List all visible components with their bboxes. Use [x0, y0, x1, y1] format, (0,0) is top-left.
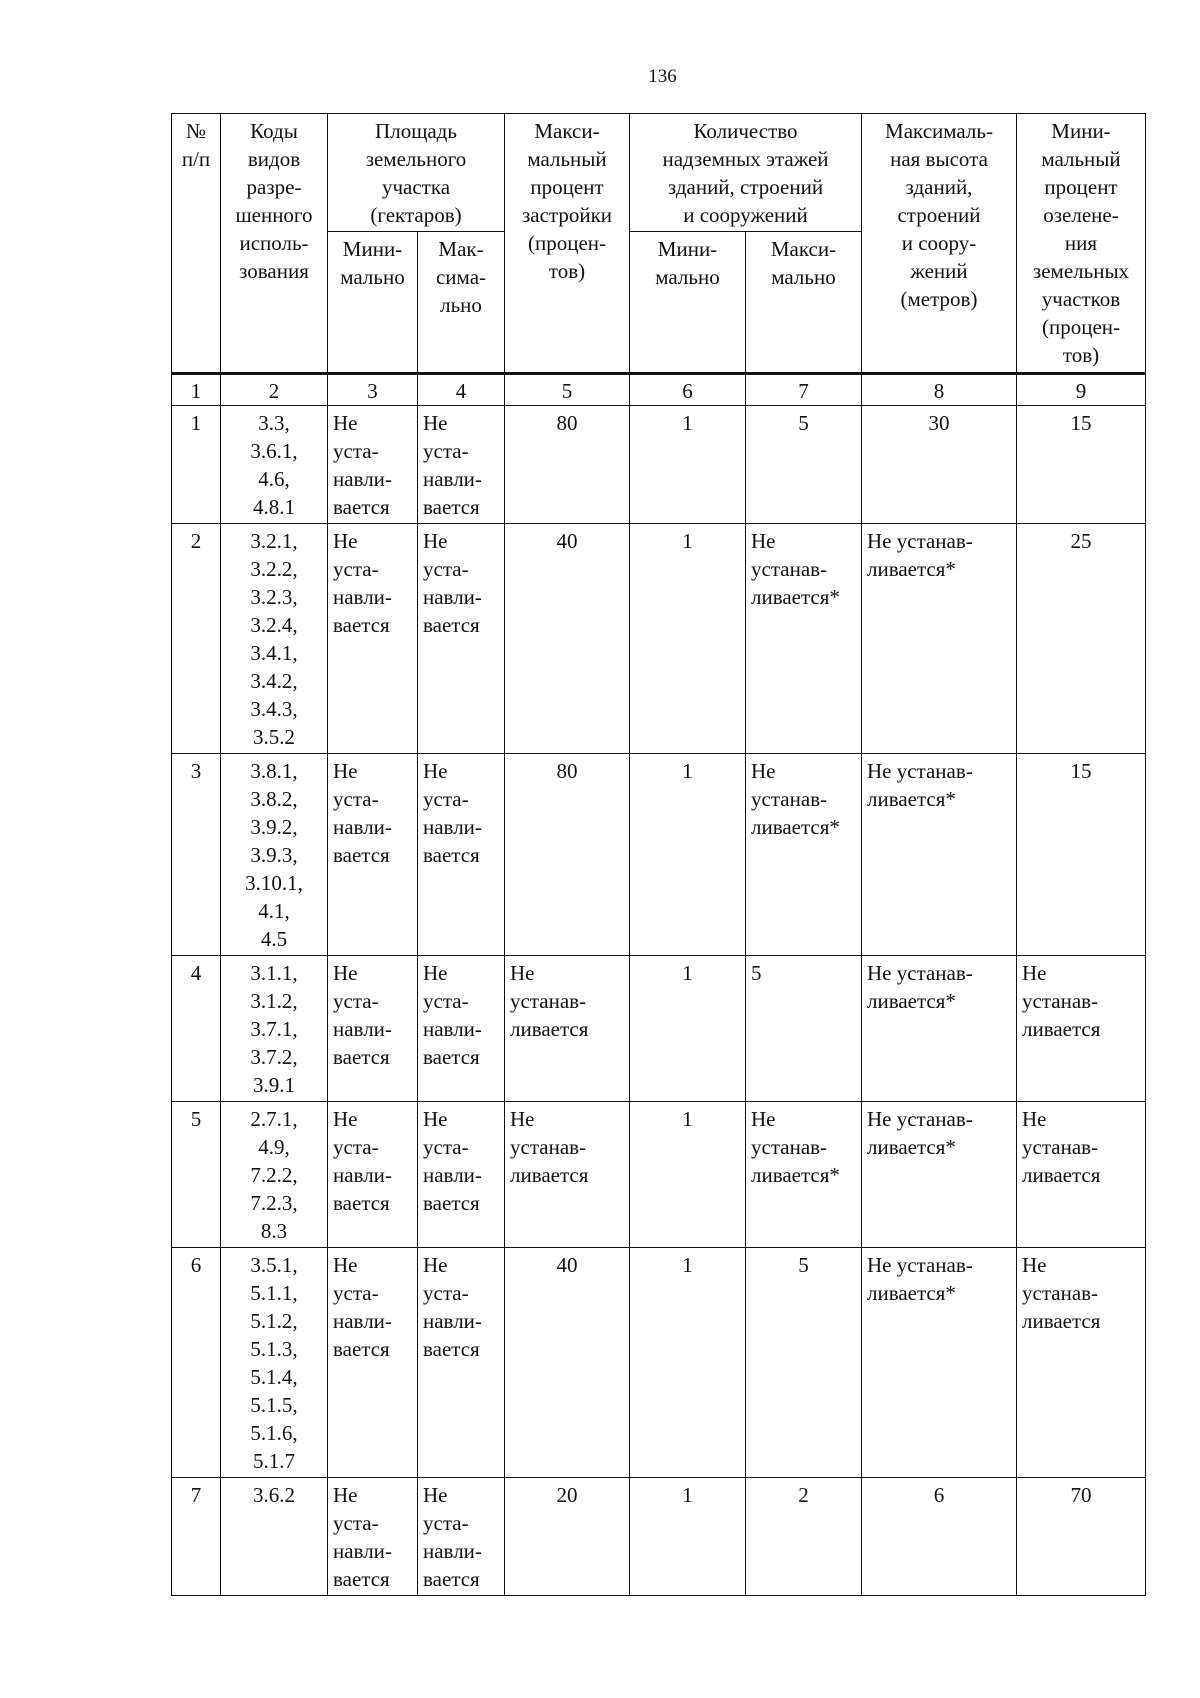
- header-floors-min: Мини- мально: [630, 232, 746, 374]
- header-area-max: Мак- сима- льно: [418, 232, 505, 374]
- cell-max-height: 6: [862, 1478, 1017, 1596]
- cell-max-height: Не устанав- ливается*: [862, 754, 1017, 956]
- col-number: 4: [418, 374, 505, 406]
- cell-floors-min: 1: [630, 524, 746, 754]
- cell-build-percent: 80: [505, 406, 630, 524]
- cell-num: 6: [172, 1248, 221, 1478]
- header-green-percent: Мини- мальный процент озелене- ния земельных участков (процен- тов): [1017, 114, 1146, 374]
- cell-codes: 3.3, 3.6.1, 4.6, 4.8.1: [221, 406, 328, 524]
- cell-area-min: Не уста- навли- вается: [328, 754, 418, 956]
- cell-floors-max: 5: [746, 956, 862, 1102]
- cell-num: 3: [172, 754, 221, 956]
- cell-floors-min: 1: [630, 1102, 746, 1248]
- table-body: [172, 406, 1146, 1596]
- cell-floors-max: 2: [746, 1478, 862, 1596]
- col-number: 8: [862, 374, 1017, 406]
- cell-codes: 3.2.1, 3.2.2, 3.2.3, 3.2.4, 3.4.1, 3.4.2, 3.4.3, 3.5.2: [221, 524, 328, 754]
- cell-area-min: Не уста- навли- вается: [328, 956, 418, 1102]
- col-number: 3: [328, 374, 418, 406]
- cell-max-height: Не устанав- ливается*: [862, 1102, 1017, 1248]
- cell-floors-min: 1: [630, 754, 746, 956]
- col-number: 6: [630, 374, 746, 406]
- table-row: [172, 1478, 1146, 1596]
- cell-codes: 2.7.1, 4.9, 7.2.2, 7.2.3, 8.3: [221, 1102, 328, 1248]
- cell-floors-max: Не устанав- ливается*: [746, 524, 862, 754]
- cell-floors-min: 1: [630, 1478, 746, 1596]
- cell-build-percent: Не устанав- ливается: [505, 1102, 630, 1248]
- cell-codes: 3.8.1, 3.8.2, 3.9.2, 3.9.3, 3.10.1, 4.1, 4.5: [221, 754, 328, 956]
- col-number: 1: [172, 374, 221, 406]
- cell-num: 5: [172, 1102, 221, 1248]
- cell-build-percent: Не устанав- ливается: [505, 956, 630, 1102]
- cell-green-percent: 15: [1017, 754, 1146, 956]
- table-row: [172, 956, 1146, 1102]
- header-floors-max: Макси- мально: [746, 232, 862, 374]
- cell-build-percent: 40: [505, 524, 630, 754]
- col-number: 7: [746, 374, 862, 406]
- cell-area-max: Не уста- навли- вается: [418, 524, 505, 754]
- cell-num: 7: [172, 1478, 221, 1596]
- cell-area-max: Не уста- навли- вается: [418, 1102, 505, 1248]
- table-row: [172, 1102, 1146, 1248]
- column-number-row: [172, 374, 1146, 406]
- cell-green-percent: Не устанав- ливается: [1017, 1248, 1146, 1478]
- cell-area-max: Не уста- навли- вается: [418, 406, 505, 524]
- cell-green-percent: Не устанав- ливается: [1017, 956, 1146, 1102]
- cell-floors-min: 1: [630, 1248, 746, 1478]
- regulations-table: [171, 113, 1146, 1596]
- cell-area-min: Не уста- навли- вается: [328, 1248, 418, 1478]
- cell-max-height: Не устанав- ливается*: [862, 1248, 1017, 1478]
- cell-num: 4: [172, 956, 221, 1102]
- cell-floors-min: 1: [630, 406, 746, 524]
- cell-area-min: Не уста- навли- вается: [328, 524, 418, 754]
- header-floors: Количество надземных этажей зданий, строений и сооружений: [630, 114, 862, 232]
- cell-floors-max: Не устанав- ливается*: [746, 754, 862, 956]
- col-number: 2: [221, 374, 328, 406]
- cell-max-height: Не устанав- ливается*: [862, 524, 1017, 754]
- cell-area-min: Не уста- навли- вается: [328, 1102, 418, 1248]
- cell-codes: 3.6.2: [221, 1478, 328, 1596]
- cell-area-max: Не уста- навли- вается: [418, 1248, 505, 1478]
- col-number: 5: [505, 374, 630, 406]
- cell-floors-max: 5: [746, 406, 862, 524]
- cell-green-percent: Не устанав- ливается: [1017, 1102, 1146, 1248]
- cell-floors-max: Не устанав- ливается*: [746, 1102, 862, 1248]
- table-row: [172, 524, 1146, 754]
- cell-codes: 3.1.1, 3.1.2, 3.7.1, 3.7.2, 3.9.1: [221, 956, 328, 1102]
- cell-max-height: Не устанав- ливается*: [862, 956, 1017, 1102]
- cell-build-percent: 40: [505, 1248, 630, 1478]
- cell-area-max: Не уста- навли- вается: [418, 1478, 505, 1596]
- table-row: [172, 406, 1146, 524]
- table-header: [172, 114, 1146, 406]
- col-number: 9: [1017, 374, 1146, 406]
- table-row: [172, 1248, 1146, 1478]
- cell-green-percent: 25: [1017, 524, 1146, 754]
- cell-build-percent: 20: [505, 1478, 630, 1596]
- table-row: [172, 754, 1146, 956]
- cell-floors-min: 1: [630, 956, 746, 1102]
- header-build-percent: Макси- мальный процент застройки (процен- тов): [505, 114, 630, 374]
- cell-codes: 3.5.1, 5.1.1, 5.1.2, 5.1.3, 5.1.4, 5.1.5, 5.1.6, 5.1.7: [221, 1248, 328, 1478]
- cell-green-percent: 70: [1017, 1478, 1146, 1596]
- cell-num: 2: [172, 524, 221, 754]
- cell-area-min: Не уста- навли- вается: [328, 406, 418, 524]
- header-codes: Коды видов разре- шенного исполь- зования: [221, 114, 328, 374]
- page-number: 136: [648, 66, 677, 87]
- cell-green-percent: 15: [1017, 406, 1146, 524]
- cell-area-max: Не уста- навли- вается: [418, 754, 505, 956]
- cell-build-percent: 80: [505, 754, 630, 956]
- cell-area-min: Не уста- навли- вается: [328, 1478, 418, 1596]
- cell-max-height: 30: [862, 406, 1017, 524]
- header-area: Площадь земельного участка (гектаров): [328, 114, 505, 232]
- cell-floors-max: 5: [746, 1248, 862, 1478]
- cell-area-max: Не уста- навли- вается: [418, 956, 505, 1102]
- header-num: № п/п: [172, 114, 221, 374]
- cell-num: 1: [172, 406, 221, 524]
- header-area-min: Мини- мально: [328, 232, 418, 374]
- header-max-height: Максималь- ная высота зданий, строений и соору- жений (метров): [862, 114, 1017, 374]
